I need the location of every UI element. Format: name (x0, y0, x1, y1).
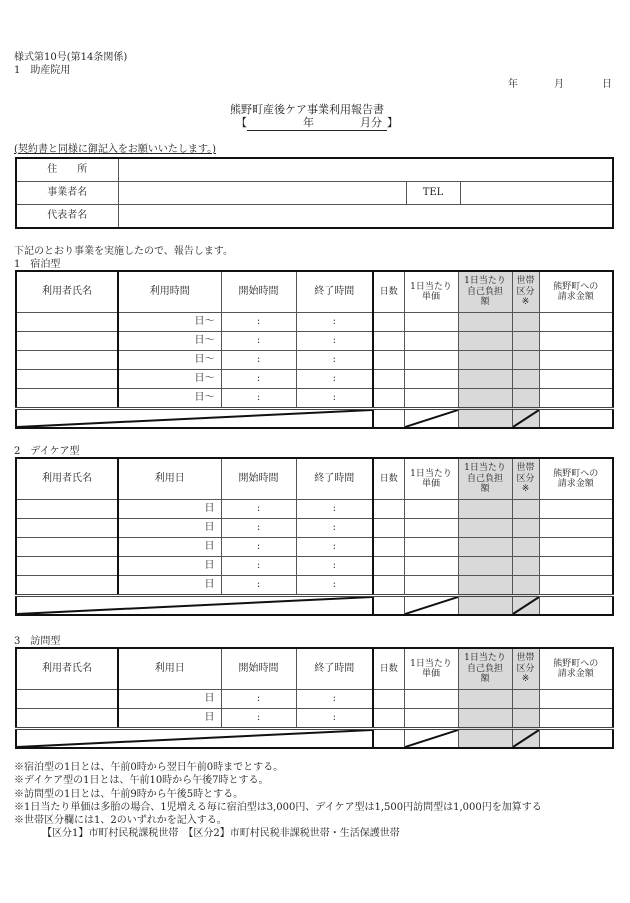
household-cell[interactable] (512, 690, 539, 709)
address-field[interactable] (118, 158, 613, 182)
total-unit-price-blank (404, 596, 458, 616)
unit-price-cell[interactable] (404, 538, 458, 557)
usage-cell[interactable]: 日～ (118, 389, 221, 409)
user-name-cell[interactable] (16, 519, 118, 538)
user-name-cell[interactable] (16, 690, 118, 709)
period-bracket-open: 【 (236, 116, 247, 129)
date-day-label: 日 (602, 79, 612, 90)
usage-cell[interactable]: 日 (118, 690, 221, 709)
diagonal-line-icon (513, 410, 539, 427)
self-pay-cell[interactable] (458, 370, 512, 389)
start-time-cell[interactable]: : (221, 690, 296, 709)
address-label: 住 所 (16, 158, 118, 182)
claim-amount-cell[interactable] (539, 313, 613, 332)
start-time-cell[interactable]: : (221, 557, 296, 576)
col-user-name: 利用者氏名 (16, 458, 118, 500)
total-self-pay-cell[interactable] (458, 596, 512, 616)
date-month-label: 月 (554, 79, 564, 90)
fill-instruction: (契約書と同様に御記入をお願いいたします。) (14, 144, 217, 155)
period-month-label: 月分 (360, 116, 382, 129)
user-name-cell[interactable] (16, 538, 118, 557)
total-blank-cell (16, 596, 373, 616)
col-start-time: 開始時間 (221, 271, 296, 313)
col-unit-price: 1日当たり 単価 (404, 458, 458, 500)
usage-cell[interactable]: 日 (118, 538, 221, 557)
usage-cell[interactable]: 日～ (118, 313, 221, 332)
household-cell[interactable] (512, 500, 539, 519)
table-row (16, 576, 613, 596)
date-year-label: 年 (508, 79, 518, 90)
diagonal-line-icon (405, 597, 458, 614)
period-year-label: 年 (303, 116, 314, 129)
total-days-cell[interactable] (373, 729, 404, 749)
unit-price-cell[interactable] (404, 519, 458, 538)
days-cell[interactable] (373, 370, 404, 389)
end-time-cell[interactable]: : (296, 557, 373, 576)
col-self-pay: 1日当たり 自己負担 額 (458, 648, 512, 690)
usage-cell[interactable]: 日 (118, 500, 221, 519)
table-row (16, 500, 613, 519)
claim-amount-cell[interactable] (539, 519, 613, 538)
col-usage: 利用日 (118, 648, 221, 690)
footnotes (14, 761, 542, 841)
col-self-pay: 1日当たり 自己負担 額 (458, 271, 512, 313)
self-pay-cell[interactable] (458, 519, 512, 538)
days-cell[interactable] (373, 313, 404, 332)
unit-price-cell[interactable] (404, 576, 458, 596)
self-pay-cell[interactable] (458, 332, 512, 351)
claim-amount-cell[interactable] (539, 370, 613, 389)
start-time-cell[interactable]: : (221, 519, 296, 538)
table-row (16, 313, 613, 332)
user-name-cell[interactable] (16, 709, 118, 729)
end-time-cell[interactable]: : (296, 500, 373, 519)
usage-cell[interactable]: 日～ (118, 370, 221, 389)
col-days: 日数 (373, 271, 404, 313)
page-title: 熊野町産後ケア事業利用報告書 (230, 103, 384, 116)
usage-cell[interactable]: 日～ (118, 351, 221, 370)
diagonal-line-icon (405, 730, 458, 747)
start-time-cell[interactable]: : (221, 313, 296, 332)
end-time-cell[interactable]: : (296, 370, 373, 389)
days-cell[interactable] (373, 389, 404, 409)
diagonal-line-icon (513, 730, 539, 747)
total-blank-cell (16, 409, 373, 429)
start-time-cell[interactable]: : (221, 351, 296, 370)
claim-amount-cell[interactable] (539, 557, 613, 576)
self-pay-cell[interactable] (458, 690, 512, 709)
total-claim-amount-cell[interactable] (539, 729, 613, 749)
end-time-cell[interactable]: : (296, 709, 373, 729)
days-cell[interactable] (373, 500, 404, 519)
table-row (16, 389, 613, 409)
table-header-row (16, 458, 613, 500)
unit-price-cell[interactable] (404, 709, 458, 729)
unit-price-cell[interactable] (404, 557, 458, 576)
user-name-cell[interactable] (16, 313, 118, 332)
diagonal-line-icon (17, 597, 372, 614)
table-row (16, 557, 613, 576)
report-table-2 (15, 647, 614, 749)
col-household: 世帯 区分 ※ (512, 458, 539, 500)
end-time-cell[interactable]: : (296, 389, 373, 409)
footnote-daycare: ※デイケア型の1日とは、午前10時から午後7時とする。 (14, 775, 269, 787)
household-cell[interactable] (512, 557, 539, 576)
business-name-field[interactable] (118, 182, 406, 205)
footnote-multiple-birth: ※1日当たり単価は多胎の場合、1児増える毎に宿泊型は3,000円、デイケア型は1,500円訪問型は1,000円を加算する (14, 801, 542, 813)
footnote-household-categories: 【区分1】市町村民税課税世帯 【区分2】市町村民税非課税世帯・生活保護世帯 (42, 828, 400, 840)
days-cell[interactable] (373, 351, 404, 370)
start-time-cell[interactable]: : (221, 389, 296, 409)
household-cell[interactable] (512, 313, 539, 332)
user-name-cell[interactable] (16, 351, 118, 370)
claim-amount-cell[interactable] (539, 709, 613, 729)
start-time-cell[interactable]: : (221, 370, 296, 389)
days-cell[interactable] (373, 709, 404, 729)
household-cell[interactable] (512, 351, 539, 370)
self-pay-cell[interactable] (458, 313, 512, 332)
representative-label: 代表者名 (16, 205, 118, 229)
col-self-pay: 1日当たり 自己負担 額 (458, 458, 512, 500)
unit-price-cell[interactable] (404, 690, 458, 709)
section-title-daycare: 2 デイケア型 (14, 446, 80, 457)
table-row (16, 351, 613, 370)
col-start-time: 開始時間 (221, 648, 296, 690)
self-pay-cell[interactable] (458, 709, 512, 729)
user-name-cell[interactable] (16, 332, 118, 351)
report-table-1 (15, 457, 614, 616)
user-name-cell[interactable] (16, 500, 118, 519)
self-pay-cell[interactable] (458, 351, 512, 370)
household-cell[interactable] (512, 332, 539, 351)
unit-price-cell[interactable] (404, 389, 458, 409)
unit-price-cell[interactable] (404, 332, 458, 351)
household-cell[interactable] (512, 370, 539, 389)
col-user-name: 利用者氏名 (16, 648, 118, 690)
col-claim-amount: 熊野町への 請求金額 (539, 271, 613, 313)
self-pay-cell[interactable] (458, 389, 512, 409)
col-start-time: 開始時間 (221, 458, 296, 500)
section-title-visit: 3 訪問型 (14, 636, 61, 647)
claim-amount-cell[interactable] (539, 351, 613, 370)
start-time-cell[interactable]: : (221, 538, 296, 557)
total-self-pay-cell[interactable] (458, 409, 512, 429)
intro-text: 下記のとおり事業を実施したので、報告します。 (14, 246, 233, 257)
days-cell[interactable] (373, 519, 404, 538)
total-days-cell[interactable] (373, 409, 404, 429)
table-row (16, 370, 613, 389)
period-bracket-close: 】 (387, 116, 398, 129)
total-blank-cell (16, 729, 373, 749)
col-unit-price: 1日当たり 単価 (404, 648, 458, 690)
table-header-row (16, 648, 613, 690)
claim-amount-cell[interactable] (539, 332, 613, 351)
col-user-name: 利用者氏名 (16, 271, 118, 313)
user-name-cell[interactable] (16, 370, 118, 389)
total-days-cell[interactable] (373, 596, 404, 616)
days-cell[interactable] (373, 690, 404, 709)
footnote-overnight: ※宿泊型の1日とは、午前0時から翌日午前0時までとする。 (14, 762, 284, 773)
col-unit-price: 1日当たり 単価 (404, 271, 458, 313)
col-end-time: 終了時間 (296, 648, 373, 690)
end-time-cell[interactable]: : (296, 351, 373, 370)
tel-label: TEL (406, 182, 460, 205)
days-cell[interactable] (373, 557, 404, 576)
user-name-cell[interactable] (16, 576, 118, 596)
business-info-table (15, 157, 614, 229)
col-household: 世帯 区分 ※ (512, 648, 539, 690)
household-cell[interactable] (512, 519, 539, 538)
claim-amount-cell[interactable] (539, 500, 613, 519)
period-field[interactable] (247, 114, 387, 131)
col-usage: 利用時間 (118, 271, 221, 313)
user-name-cell[interactable] (16, 389, 118, 409)
usage-cell[interactable]: 日 (118, 709, 221, 729)
total-row (16, 729, 613, 749)
tel-field[interactable] (460, 182, 613, 205)
form-number: 様式第10号(第14条関係) (14, 52, 128, 63)
diagonal-line-icon (513, 597, 539, 614)
self-pay-cell[interactable] (458, 576, 512, 596)
unit-price-cell[interactable] (404, 351, 458, 370)
self-pay-cell[interactable] (458, 557, 512, 576)
usage-cell[interactable]: 日 (118, 576, 221, 596)
total-claim-amount-cell[interactable] (539, 409, 613, 429)
claim-amount-cell[interactable] (539, 690, 613, 709)
claim-amount-cell[interactable] (539, 538, 613, 557)
start-time-cell[interactable]: : (221, 576, 296, 596)
total-row (16, 596, 613, 616)
unit-price-cell[interactable] (404, 370, 458, 389)
end-time-cell[interactable]: : (296, 332, 373, 351)
household-cell[interactable] (512, 389, 539, 409)
col-days: 日数 (373, 458, 404, 500)
table-row (16, 332, 613, 351)
start-time-cell[interactable]: : (221, 500, 296, 519)
col-household: 世帯 区分 ※ (512, 271, 539, 313)
days-cell[interactable] (373, 576, 404, 596)
household-cell[interactable] (512, 538, 539, 557)
table-row (16, 538, 613, 557)
self-pay-cell[interactable] (458, 500, 512, 519)
footnote-household: ※世帯区分欄には1、2のいずれかを記入する。 (14, 815, 227, 827)
claim-amount-cell[interactable] (539, 576, 613, 596)
unit-price-cell[interactable] (404, 500, 458, 519)
diagonal-line-icon (405, 410, 458, 427)
days-cell[interactable] (373, 538, 404, 557)
table-row (16, 690, 613, 709)
total-claim-amount-cell[interactable] (539, 596, 613, 616)
household-cell[interactable] (512, 709, 539, 729)
table-row (16, 519, 613, 538)
start-time-cell[interactable]: : (221, 709, 296, 729)
col-usage: 利用日 (118, 458, 221, 500)
unit-price-cell[interactable] (404, 313, 458, 332)
business-name-label: 事業者名 (16, 182, 118, 205)
col-claim-amount: 熊野町への 請求金額 (539, 458, 613, 500)
start-time-cell[interactable]: : (221, 332, 296, 351)
representative-field[interactable] (118, 205, 613, 229)
days-cell[interactable] (373, 332, 404, 351)
diagonal-line-icon (17, 410, 372, 427)
usage-cell[interactable]: 日～ (118, 332, 221, 351)
end-time-cell[interactable]: : (296, 538, 373, 557)
user-name-cell[interactable] (16, 557, 118, 576)
total-household-blank (512, 596, 539, 616)
self-pay-cell[interactable] (458, 538, 512, 557)
report-table-0 (15, 270, 614, 429)
table-row (16, 709, 613, 729)
col-end-time: 終了時間 (296, 271, 373, 313)
total-self-pay-cell[interactable] (458, 729, 512, 749)
usage-cell[interactable]: 日 (118, 519, 221, 538)
usage-cell[interactable]: 日 (118, 557, 221, 576)
total-unit-price-blank (404, 729, 458, 749)
col-claim-amount: 熊野町への 請求金額 (539, 648, 613, 690)
total-row (16, 409, 613, 429)
form-type: 1 助産院用 (14, 65, 71, 76)
table-header-row (16, 271, 613, 313)
total-household-blank (512, 409, 539, 429)
household-cell[interactable] (512, 576, 539, 596)
end-time-cell[interactable]: : (296, 519, 373, 538)
section-title-overnight: 1 宿泊型 (14, 259, 61, 270)
total-unit-price-blank (404, 409, 458, 429)
end-time-cell[interactable]: : (296, 690, 373, 709)
footnote-visit: ※訪問型の1日とは、午前9時から午後5時とする。 (14, 788, 244, 800)
total-household-blank (512, 729, 539, 749)
col-end-time: 終了時間 (296, 458, 373, 500)
diagonal-line-icon (17, 730, 372, 747)
end-time-cell[interactable]: : (296, 576, 373, 596)
col-days: 日数 (373, 648, 404, 690)
end-time-cell[interactable]: : (296, 313, 373, 332)
claim-amount-cell[interactable] (539, 389, 613, 409)
report-period (236, 114, 398, 131)
